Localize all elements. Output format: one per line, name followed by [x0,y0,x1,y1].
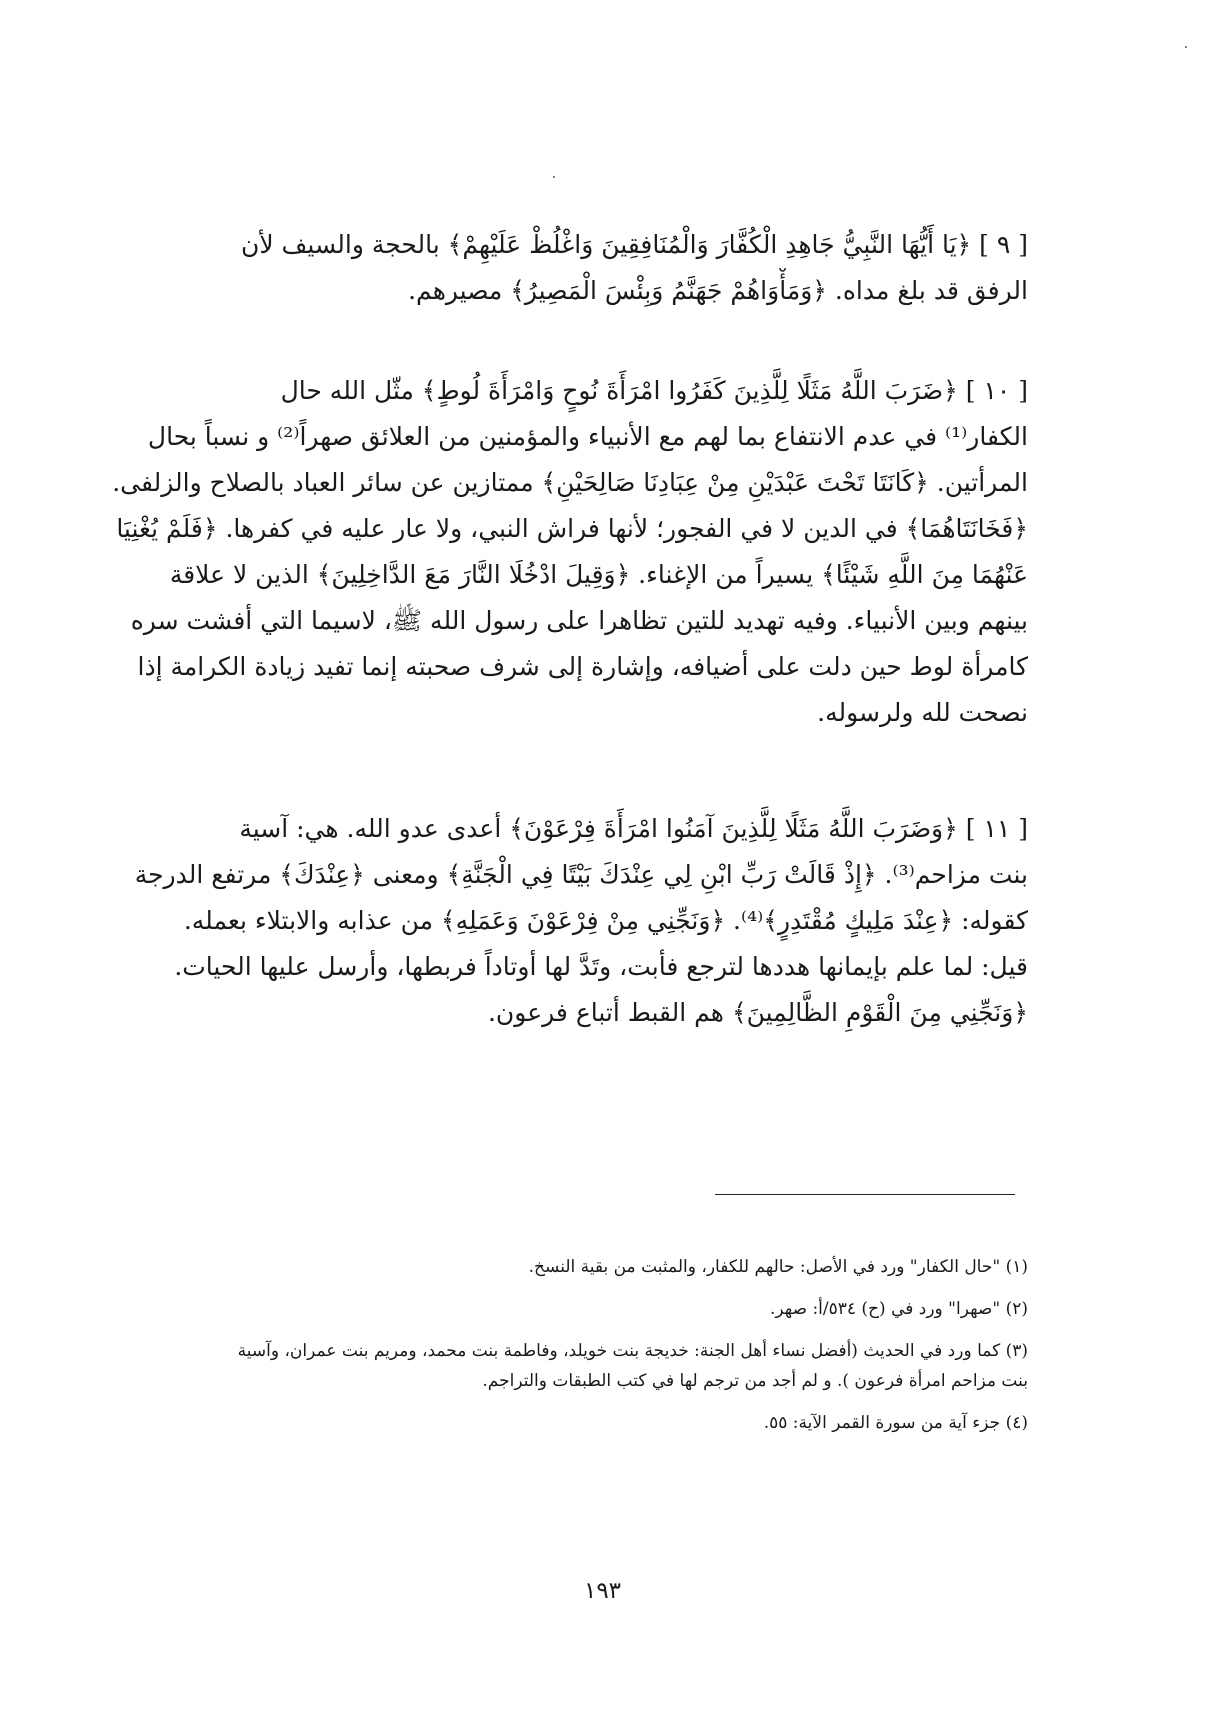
paragraph-line: نصحت لله ولرسوله. [817,698,1028,727]
paragraph-line: كامرأة لوط حين دلت على أضيافه، وإشارة إلى شرف صحبته إنما تفيد زيادة الكرامة إذا [137,652,1028,681]
paragraph-line: الكفار⁽¹⁾ في عدم الانتفاع بما لهم مع الأنبياء والمؤمنين من العلائق صهراً⁽²⁾ و نسباً بحال [147,422,1028,451]
paragraph-line: ﴿فَخَانَتَاهُمَا﴾ في الدين لا في الفجور؛ لأنها فراش النبي، ولا عار عليه في كفرها. ﴿فَلَمْ يُغْنِيَا [116,514,1028,543]
footnote-1: (١) "حال الكفار" ورد في الأصل: حالهم للكفار، والمثبت من بقية النسخ. [528,1257,1028,1277]
paragraph-verse-9 [108,222,1028,314]
paragraph-verse-10 [108,368,1028,736]
paragraph-line: [ ١١ ] ﴿وَضَرَبَ اللَّهُ مَثَلًا لِلَّذِينَ آمَنُوا امْرَأَةَ فِرْعَوْنَ﴾ أعدى عدو الله. هي: آسية [239,814,1028,843]
scan-speck [1185,46,1187,48]
footnotes [108,1252,1028,1438]
paragraph-line: قيل: لما علم بإيمانها هددها لترجع فأبت، وتَدَّ لها أوتاداً فربطها، وأرسل عليها الحيات. [174,952,1028,981]
paragraph-line: الرفق قد بلغ مداه. ﴿وَمَأْوَاهُمْ جَهَنَّمُ وَبِئْسَ الْمَصِيرُ﴾ مصيرهم. [408,276,1028,305]
paragraph-line: كقوله: ﴿عِنْدَ مَلِيكٍ مُقْتَدِرٍ﴾⁽⁴⁾. ﴿وَنَجِّنِي مِنْ فِرْعَوْنَ وَعَمَلِهِ﴾ من عذابه والابتلاء بعمله. [183,906,1028,935]
footnote-3: (٣) كما ورد في الحديث (أفضل نساء أهل الجنة: خديجة بنت خويلد، وفاطمة بنت محمد، ومريم بنت عمران، وآسية [237,1341,1028,1361]
footnote-separator [715,1194,1015,1195]
paragraph-line: عَنْهُمَا مِنَ اللَّهِ شَيْئًا﴾ يسيراً من الإغناء. ﴿وَقِيلَ ادْخُلَا النَّارَ مَعَ الدَّاخِلِينَ﴾ الذين لا علاقة [169,560,1028,589]
paragraph-line: [ ١٠ ] ﴿ضَرَبَ اللَّهُ مَثَلًا لِلَّذِينَ كَفَرُوا امْرَأَةَ نُوحٍ وَامْرَأَةَ لُوطٍ﴾ مثّل الله حال [280,376,1028,405]
paragraph-line: بينهم وبين الأنبياء. وفيه تهديد للتين تظاهرا على رسول الله ﷺ، لاسيما التي أفشت سره [130,606,1028,635]
footnote-2: (٢) "صهرا" ورد في (ح) ٥٣٤/أ: صهر. [769,1299,1028,1319]
paragraph-line: ﴿وَنَجِّنِي مِنَ الْقَوْمِ الظَّالِمِينَ﴾ هم القبط أتباع فرعون. [487,998,1028,1027]
paragraph-verse-11 [108,806,1028,1036]
page-number: ١٩٣ [583,1578,622,1604]
paragraph-line: المرأتين. ﴿كَانَتَا تَحْتَ عَبْدَيْنِ مِنْ عِبَادِنَا صَالِحَيْنِ﴾ ممتازين عن سائر العباد بالصلاح والزلفى. [112,468,1028,497]
scan-speck [553,176,555,178]
paragraph-line: [ ٩ ] ﴿يَا أَيُّهَا النَّبِيُّ جَاهِدِ الْكُفَّارَ وَالْمُنَافِقِينَ وَاغْلُظْ عَلَيْهِمْ﴾ بالحجة والسيف لأن [240,230,1028,259]
footnote-3-continuation: بنت مزاحم امرأة فرعون ). و لم أجد من ترجم لها في كتب الطبقات والتراجم. [482,1371,1028,1391]
paragraph-line: بنت مزاحم⁽³⁾. ﴿إِذْ قَالَتْ رَبِّ ابْنِ لِي عِنْدَكَ بَيْتًا فِي الْجَنَّةِ﴾ ومعنى ﴿عِنْدَكَ﴾ مرتفع الدرجة [134,860,1028,889]
footnote-4: (٤) جزء آية من سورة القمر الآية: ٥٥. [763,1413,1028,1433]
